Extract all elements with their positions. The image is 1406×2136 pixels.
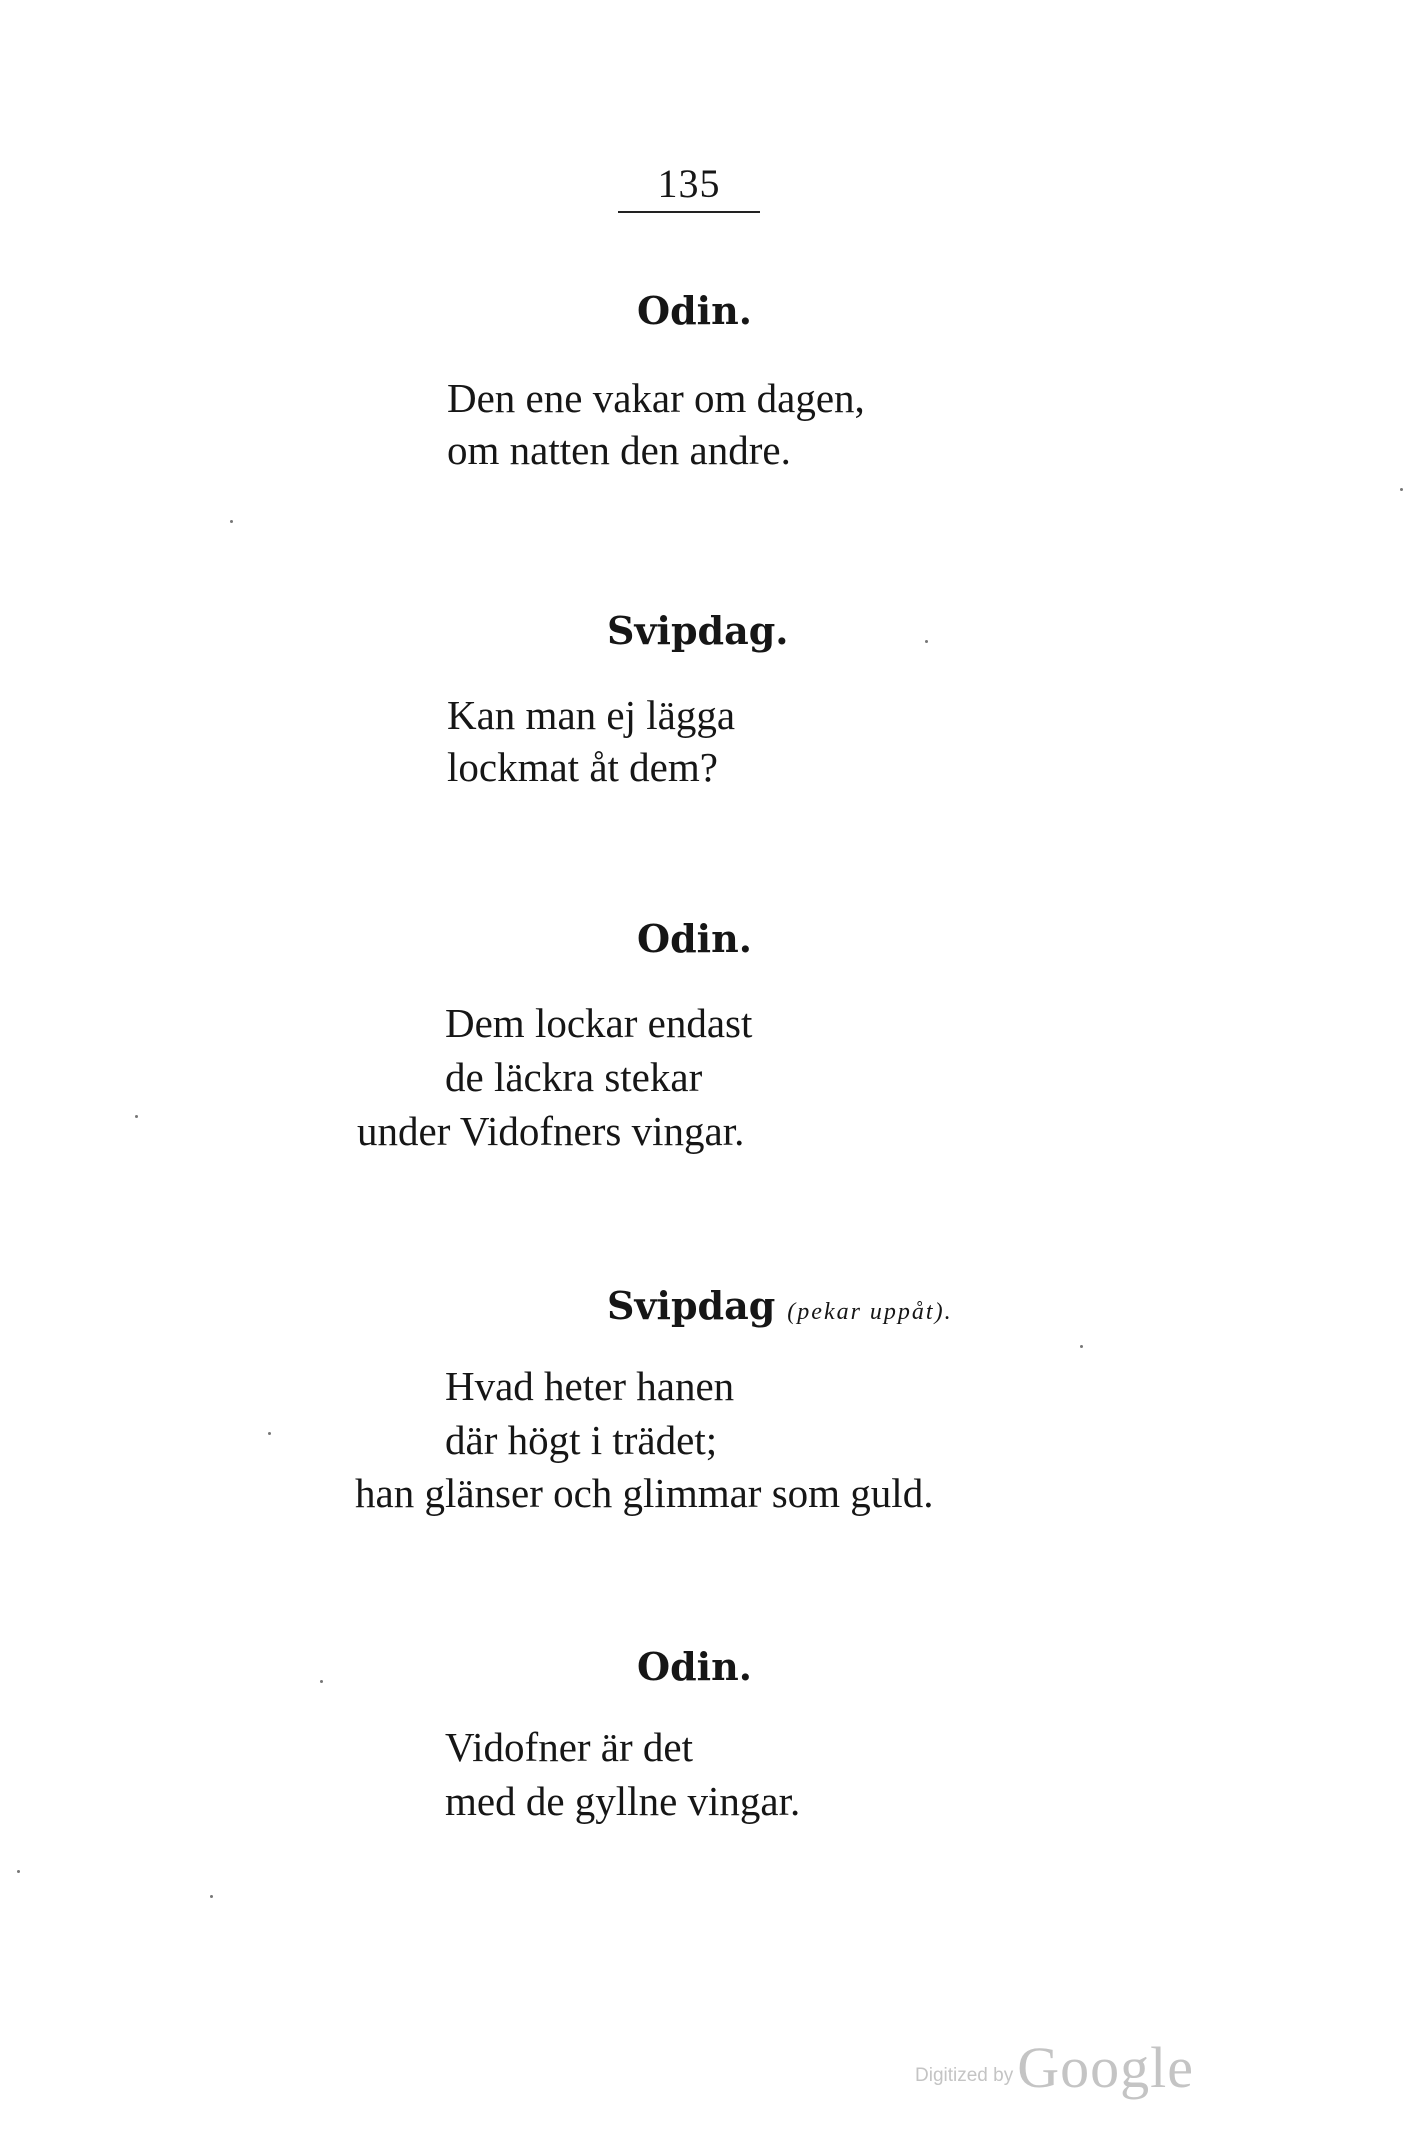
speaker-odin-1: Odin. (637, 288, 752, 333)
verse-line: Den ene vakar om dagen, (447, 375, 865, 421)
digitized-watermark (915, 2034, 1194, 2101)
scan-speck (925, 640, 928, 643)
scan-speck (210, 1895, 213, 1898)
speaker-svipdag-1: Svipdag. (607, 608, 789, 653)
scan-speck (320, 1680, 323, 1683)
verse-line: under Vidofners vingar. (357, 1108, 745, 1154)
verse-line: lockmat åt dem? (447, 744, 718, 790)
verse-line: de läckra stekar (445, 1054, 703, 1100)
verse-line: där högt i trädet; (445, 1417, 718, 1463)
speaker-svipdag-2 (607, 1283, 953, 1328)
verse-line: Hvad heter hanen (445, 1363, 735, 1409)
speaker-odin-3: Odin. (637, 1644, 752, 1689)
scan-speck (1080, 1345, 1083, 1348)
scan-speck (230, 520, 233, 523)
scan-speck (268, 1432, 271, 1435)
verse-line: med de gyllne vingar. (445, 1778, 801, 1824)
scan-speck (1400, 488, 1403, 491)
watermark-brand: Google (1017, 2035, 1194, 2100)
page-number: 135 (618, 160, 760, 213)
stage-direction: (pekar uppåt). (787, 1299, 953, 1325)
scan-speck (135, 1115, 138, 1118)
speaker-name: Svipdag (607, 1283, 776, 1328)
verse-line: om natten den andre. (447, 427, 791, 473)
verse-line: Vidofner är det (445, 1724, 693, 1770)
watermark-prefix: Digitized by (915, 2065, 1014, 2086)
verse-line: han glänser och glimmar som guld. (355, 1470, 934, 1516)
verse-line: Kan man ej lägga (447, 692, 736, 738)
speaker-odin-2: Odin. (637, 916, 752, 961)
verse-line: Dem lockar endast (445, 1000, 753, 1046)
scan-speck (17, 1870, 20, 1873)
